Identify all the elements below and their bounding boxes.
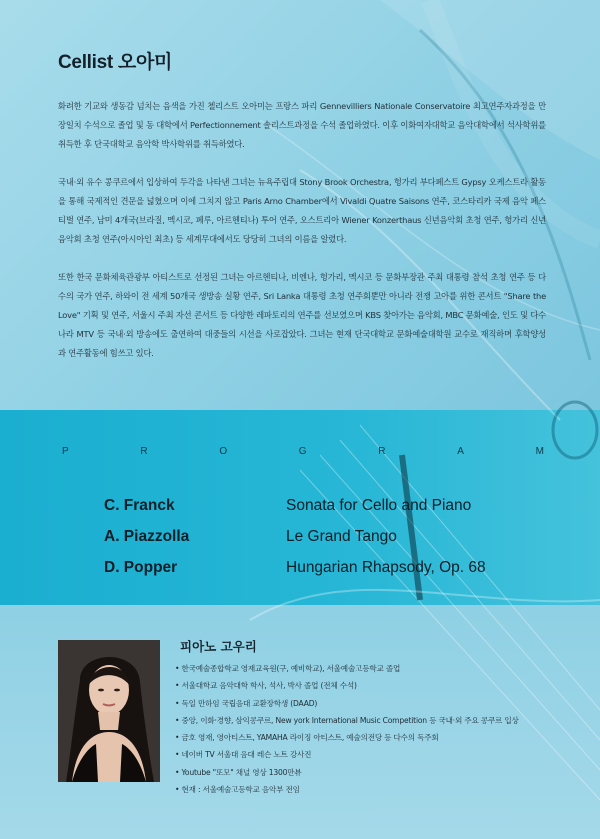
composer-name: A. Piazzolla — [104, 527, 190, 545]
bio-paragraph: 또한 한국 문화체육관광부 아티스트로 선정된 그녀는 아르헨티나, 비엔나, 헝가리, 멕시코 등 문화부장관 주최 대통령 참석 초청 연주 등 다수의 국가 연주, 하와이 전 세계 50개국 생방송 실황 연주, Sri Lanka 대통령 초청 연주회뿐만 아니라 전쟁 고아를 위한 콘서트 "Share the Love" 기획 및 연주, 서울시 주최 자선 콘서트 등 다양한 레파토리의 연주를 선보였으며 KBS 찾아가는 음악회, MBC 문화예술, 인도 및 다수 나라 MTV 등 국내·외 방송에도 출연하여 대중들의 시선을 사로잡았다. 그녀는 현재 단국대학교 문화예술대학원 교수로 재직하며 후학양성과 연주활동에 힘쓰고 있다. — [58, 272, 546, 358]
cellist-title: Cellist 오아미 — [58, 52, 173, 73]
program-letter: R — [140, 446, 148, 457]
program-letter: R — [378, 446, 386, 457]
composer-name: D. Popper — [104, 558, 178, 576]
piece-title: Sonata for Cello and Piano — [286, 496, 472, 514]
program-letter: P — [62, 446, 69, 457]
pianist-title: 피아노 고우리 — [180, 639, 257, 654]
credential-item: • 한국예술종합학교 영재교육원(구, 예비학교), 서울예술고등학교 졸업 — [175, 660, 519, 677]
credential-item: • 서울대학교 음악대학 학사, 석사, 박사 졸업 (전체 수석) — [175, 677, 519, 694]
program-letter: A — [457, 446, 464, 457]
piece-title: Le Grand Tango — [286, 527, 397, 545]
credential-item: • 중앙, 이화·경향, 삼익콩쿠르, New york International Music Competition 등 국내·외 주요 콩쿠르 입상 — [175, 712, 519, 729]
program-item — [104, 552, 544, 583]
piece-title: Hungarian Rhapsody, Op. 68 — [286, 558, 486, 576]
program-list — [104, 490, 544, 583]
program-letter: G — [298, 446, 307, 457]
composer-name: C. Franck — [104, 496, 175, 514]
pianist-credentials — [175, 660, 519, 798]
pianist-portrait-image — [58, 640, 160, 782]
program-item — [104, 490, 544, 521]
program-heading — [62, 446, 544, 457]
credential-item: • Youtube "또모" 채널 영상 1300만뷰 — [175, 764, 519, 781]
program-letter: M — [535, 446, 544, 457]
bio-paragraph: 국내·외 유수 콩쿠르에서 입상하여 두각을 나타낸 그녀는 뉴욕주립대 Stony Brook Orchestra, 헝가리 부다페스트 Gypsy 오케스트라 활동을 통해 국제적인 견문을 넓혔으며 이에 그치지 않고 Paris Arno Chamber에서 Vivaldi Quatre Saisons 연주, 코스타리카 국제 음악 페스티벌 연주, 남미 4개국(브라질, 멕시코, 페루, 아르헨티나) 투어 연주, 오스트리아 Wiener Konzerthaus 신년음악회 초청 연주, 헝가리 신년음악회 초청 연주(아시아인 최초) 등 세계무대에서도 당당히 그녀의 이름을 알렸다. — [58, 177, 546, 244]
program-item — [104, 521, 544, 552]
credential-item: • 네이버 TV 서울대 음대 레슨 노트 강사진 — [175, 746, 519, 763]
cellist-biography — [58, 97, 546, 382]
pianist-photo — [58, 640, 160, 782]
bio-paragraph: 화려한 기교와 생동감 넘치는 음색을 가진 첼리스트 오아미는 프랑스 파리 Gennevilliers Nationale Conservatoire 최고연주자과정을 만장일치 수석으로 졸업 및 동 대학에서 Perfectionnement 솔리스트과정을 수석 졸업하였다. 이후 이화여자대학교 음악대학에서 석사학위를 취득한 후 단국대학교 음악학 박사학위를 취득하였다. — [58, 101, 546, 149]
credential-item: • 현재 : 서울예술고등학교 음악부 전임 — [175, 781, 519, 798]
credential-item: • 독일 만하임 국립음대 교환장학생 (DAAD) — [175, 695, 519, 712]
credential-item: • 금호 영재, 영아티스트, YAMAHA 라이징 아티스트, 예술의전당 등 다수의 독주회 — [175, 729, 519, 746]
program-letter: O — [219, 446, 228, 457]
